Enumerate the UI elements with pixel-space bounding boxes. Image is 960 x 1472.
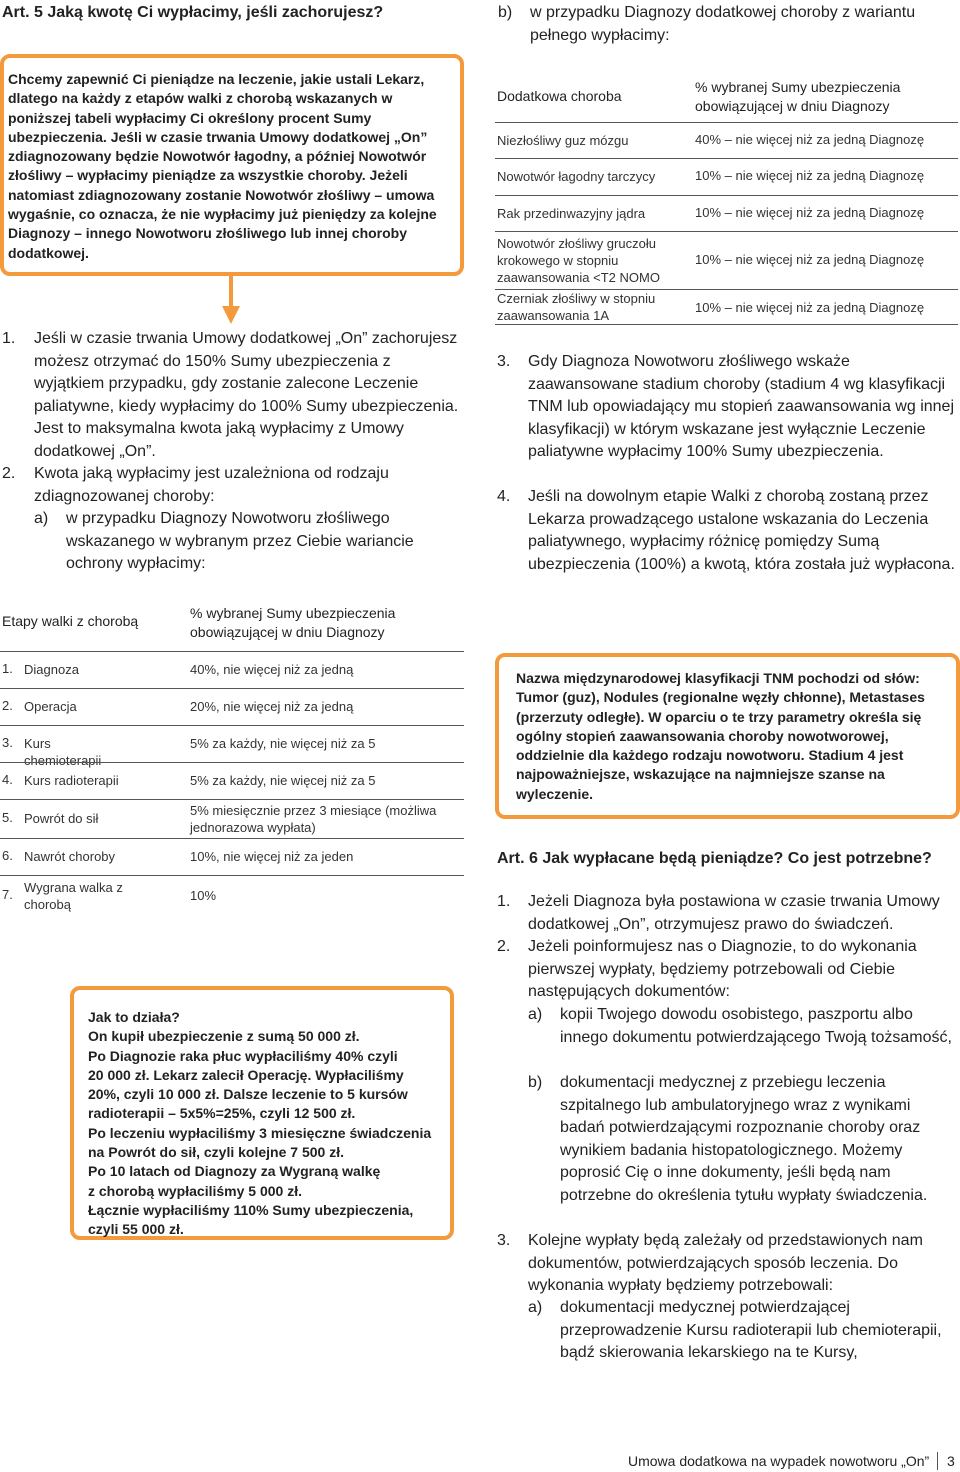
list-item-3-text: Gdy Diagnoza Nowotworu złośliwego wskaże zaawansowane stadium choroby (stadium 4 wg klasyfikacji TNM lub opowiadający mu stopień zaawansowania wg innej klasyfikacji) w którym wskazane jest wyłącznie Leczenie paliatywne wypłacimy 100% Sumy ubezpieczenia.: [528, 353, 955, 460]
footer-divider: [937, 1452, 938, 1470]
table-row: [0, 688, 464, 726]
table-row: [0, 651, 464, 689]
example-line: Po leczeniu wypłaciliśmy 3 miesięczne świadczenia: [88, 1124, 432, 1141]
table-row-number: 6.: [2, 848, 13, 863]
diseases-table-header-col2: % wybranej Sumy ubezpieczenia obowiązującej w dniu Diagnozy: [695, 79, 901, 114]
table-row-number: 4.: [2, 772, 13, 787]
table-row-value: 10% – nie więcej niż za jedną Diagnozę: [695, 205, 925, 220]
table-row: [0, 762, 464, 800]
table-row-value: 10%: [190, 888, 217, 903]
art6-title: Art. 6 Jak wypłacane będą pieniądze? Co jest potrzebne?: [497, 850, 932, 867]
stages-table-header-col2: % wybranej Sumy ubezpieczenia obowiązującej w dniu Diagnozy: [190, 605, 396, 640]
list-item-3-num: 3.: [497, 353, 511, 370]
table-row-value: 20%, nie więcej niż za jedną: [190, 699, 354, 714]
list-item-4: [497, 486, 957, 576]
table-row-number: 5.: [2, 810, 13, 825]
tnm-box-text: Nazwa międzynarodowej klasyfikacji TNM pochodzi od słów: Tumor (guz), Nodules (regionalne węzły chłonne), Metastases (przerzuty odległe). W oparciu o te trzy parametry określa się ogólny stopień zaawansowania choroby nowotworowej, oddzielnie dla każdego rodzaju nowotworu. Stadium 4 jest najpoważniejsze, wskazujące na najmniejsze szanse na wyleczenie.: [516, 670, 925, 802]
list-item-2: [2, 463, 464, 508]
table-row-number: 7.: [2, 887, 13, 902]
table-row-disease: Niezłośliwy guz mózgu: [497, 133, 629, 148]
art6-item-2b-text: dokumentacji medycznej z przebiegu leczenia szpitalnego lub ambulatoryjnego wraz z wynikami badań potwierdzającymi rozpoznanie choroby oraz wynikiem badania histopatologicznego. Możemy poprosić Cię o inne dokumenty, jeśli będą nam potrzebne do określenia tytułu wypłaty świadczenia.: [560, 1074, 928, 1204]
table-row: [495, 158, 958, 196]
table-row-disease: Nowotwór złośliwy gruczołu krokowego w stopniu zaawansowania <T2 NOMO: [497, 236, 660, 285]
list-item-2a-text: w przypadku Diagnozy Nowotworu złośliwego wskazanego w wybranym przez Ciebie wariancie ochrony wypłacimy:: [66, 510, 414, 572]
intro-b-text: w przypadku Diagnozy dodatkowej choroby z wariantu pełnego wypłacimy:: [530, 4, 916, 44]
art5-title: Art. 5 Jaką kwotę Ci wypłacimy, jeśli zachorujesz?: [2, 4, 384, 21]
table-row-disease: Nowotwór łagodny tarczycy: [497, 169, 656, 184]
art6-item-3a-text: dokumentacji medycznej potwierdzającej przeprowadzenie Kursu radioterapii lub chemioterapii, bądź skierowania lekarskiego na te Kursy,: [560, 1299, 942, 1361]
table-row-value: 5% za każdy, nie więcej niż za 5: [190, 773, 376, 788]
example-line: On kupił ubezpieczenie z sumą 50 000 zł.: [88, 1028, 360, 1045]
art6-item-2b: [528, 1072, 957, 1207]
table-row: [495, 289, 958, 325]
example-line: 20 000 zł. Lekarz zalecił Operację. Wypłaciliśmy: [88, 1066, 404, 1083]
table-row-disease: Czerniak złośliwy w stopniu zaawansowania 1A: [497, 291, 656, 323]
intro-b-letter: b): [498, 4, 513, 21]
table-row: [0, 799, 464, 839]
list-item-3: [497, 351, 957, 464]
list-item-1: [2, 328, 464, 463]
diseases-table-header-col1: Dodatkowa choroba: [497, 88, 622, 104]
art6-item-3-num: 3.: [497, 1232, 511, 1249]
table-row-disease: Rak przedinwazyjny jądra: [497, 206, 646, 221]
info-box: [0, 54, 464, 276]
table-row-number: 2.: [2, 698, 13, 713]
art6-item-3: [497, 1230, 957, 1298]
table-row-value: 10% – nie więcej niż za jedną Diagnozę: [695, 252, 925, 267]
example-line: Po Diagnozie raka płuc wypłaciliśmy 40% czyli: [88, 1047, 398, 1064]
table-row: [495, 122, 958, 159]
info-box-text: Chcemy zapewnić Ci pieniądze na leczenie, jakie ustali Lekarz, dlatego na każdy z etapów walki z chorobą wskazanych w poniższej tabeli wypłacimy Ci określony procent Sumy ubezpieczenia. Jeśli w czasie trwania Umowy dodatkowej „On” zdiagnozowany będzie Nowotwór łagodny, a później Nowotwór złośliwy – wypłacimy pieniądze za wszystkie choroby. Jeżeli natomiast zdiagnozowany zostanie Nowotwór złośliwy – umowa wygaśnie, co oznacza, że nie wypłacimy już pieniędzy za kolejne Diagnozy – innego Nowotworu złośliwego lub innej choroby dodatkowej.: [8, 71, 437, 261]
table-row: [0, 838, 464, 876]
example-box: [70, 986, 454, 1240]
art6-item-3a: [528, 1297, 957, 1365]
list-item-4-text: Jeśli na dowolnym etapie Walki z chorobą zostaną przez Lekarza prowadzącego ustalone wskazania do Leczenia paliatywnego, wypłacimy różnicę pomiędzy Sumą ubezpieczenia (100%) a kwotą, która została już wypłacona.: [528, 488, 955, 573]
list-item-2-num: 2.: [2, 465, 16, 482]
list-item-4-num: 4.: [497, 488, 511, 505]
list-item-2-text: Kwota jaką wypłacimy jest uzależniona od rodzaju zdiagnozowanej choroby:: [34, 465, 389, 505]
table-row-stage: Kurs radioterapii: [24, 773, 119, 788]
list-item-2a-letter: a): [34, 510, 49, 527]
table-row: [495, 231, 958, 290]
table-row-value: 5% miesięcznie przez 3 miesiące (możliwa jednorazowa wypłata): [190, 803, 437, 835]
table-row-stage: Operacja: [24, 699, 77, 714]
table-row-number: 1.: [2, 661, 13, 676]
art6-item-1: [497, 891, 957, 936]
example-line: Łącznie wypłaciliśmy 110% Sumy ubezpieczenia,: [88, 1201, 414, 1218]
art6-item-1-text: Jeżeli Diagnoza była postawiona w czasie trwania Umowy dodatkowej „On”, otrzymujesz prawo do świadczeń.: [528, 893, 940, 933]
art6-item-2a-text: kopii Twojego dowodu osobistego, paszportu albo innego dokumentu potwierdzającego Twoją tożsamość,: [560, 1006, 952, 1046]
table-row-stage: Wygrana walka z chorobą: [24, 880, 123, 912]
table-row-value: 10% – nie więcej niż za jedną Diagnozę: [695, 300, 925, 315]
footer-page-number: 3: [947, 1453, 955, 1469]
table-row-value: 5% za każdy, nie więcej niż za 5: [190, 736, 376, 751]
footer-doc-name: Umowa dodatkowa na wypadek nowotworu „On”: [628, 1453, 930, 1469]
list-item-2a: [34, 508, 464, 576]
art6-item-2a-letter: a): [528, 1006, 543, 1023]
example-line: z chorobą wypłaciliśmy 5 000 zł.: [88, 1182, 302, 1199]
example-line: radioterapii – 5x5%=25%, czyli 12 500 zł.: [88, 1105, 356, 1122]
table-row-value: 10% – nie więcej niż za jedną Diagnozę: [695, 168, 925, 183]
list-item-1-num: 1.: [2, 330, 16, 347]
art6-item-2-num: 2.: [497, 938, 511, 955]
art6-item-2a: [528, 1004, 957, 1049]
table-row-stage: Diagnoza: [24, 662, 79, 677]
art6-item-3-text: Kolejne wypłaty będą zależały od przedstawionych nam dokumentów, potwierdzających sposób leczenia. Do wykonania wypłaty będziemy potrzebowali:: [528, 1232, 923, 1294]
table-row-stage: Powrót do sił: [24, 811, 99, 826]
art6-item-2b-letter: b): [528, 1074, 543, 1091]
tnm-box: [495, 653, 960, 819]
table-row: [495, 195, 958, 232]
art6-item-2: [497, 936, 957, 1004]
example-line: czyli 55 000 zł.: [88, 1221, 184, 1238]
down-arrow-icon: [221, 276, 241, 326]
table-row-value: 40% – nie więcej niż za jedną Diagnozę: [695, 132, 925, 147]
stages-table-header-col1: Etapy walki z chorobą: [2, 613, 139, 629]
table-row-stage: Nawrót choroby: [24, 849, 116, 864]
table-row-number: 3.: [2, 735, 13, 750]
table-row: [0, 725, 464, 768]
table-row-value: 40%, nie więcej niż za jedną: [190, 662, 354, 677]
example-text: [88, 1008, 448, 1240]
art6-item-1-num: 1.: [497, 893, 511, 910]
example-line: 20%, czyli 10 000 zł. Dalsze leczenie to 5 kursów: [88, 1086, 408, 1103]
intro-b: [498, 2, 950, 47]
example-line: Po 10 latach od Diagnozy za Wygraną walkę: [88, 1163, 381, 1180]
table-row-stage: Kurs chemioterapii: [24, 736, 102, 768]
example-line: na Powrót do sił, czyli kolejne 7 500 zł.: [88, 1144, 344, 1161]
table-row-value: 10%, nie więcej niż za jeden: [190, 849, 354, 864]
example-line: Jak to działa?: [88, 1009, 180, 1025]
art6-item-3a-letter: a): [528, 1299, 543, 1316]
art6-item-2-text: Jeżeli poinformujesz nas o Diagnozie, to do wykonania pierwszej wypłaty, będziemy potrzebowali od Ciebie następujących dokumentów:: [528, 938, 917, 1000]
table-row: [0, 875, 464, 918]
diseases-table-bottom-rule: [495, 324, 958, 325]
list-item-1-text: Jeśli w czasie trwania Umowy dodatkowej „On” zachorujesz możesz otrzymać do 150% Sumy ubezpieczenia z wyjątkiem przypadku, gdy zostanie zalecone Leczenie paliatywne, kiedy wypłacimy do 100% Sumy ubezpieczenia. Jest to maksymalna kwota jaką wypłacimy z Umowy dodatkowej „On”.: [34, 330, 459, 460]
